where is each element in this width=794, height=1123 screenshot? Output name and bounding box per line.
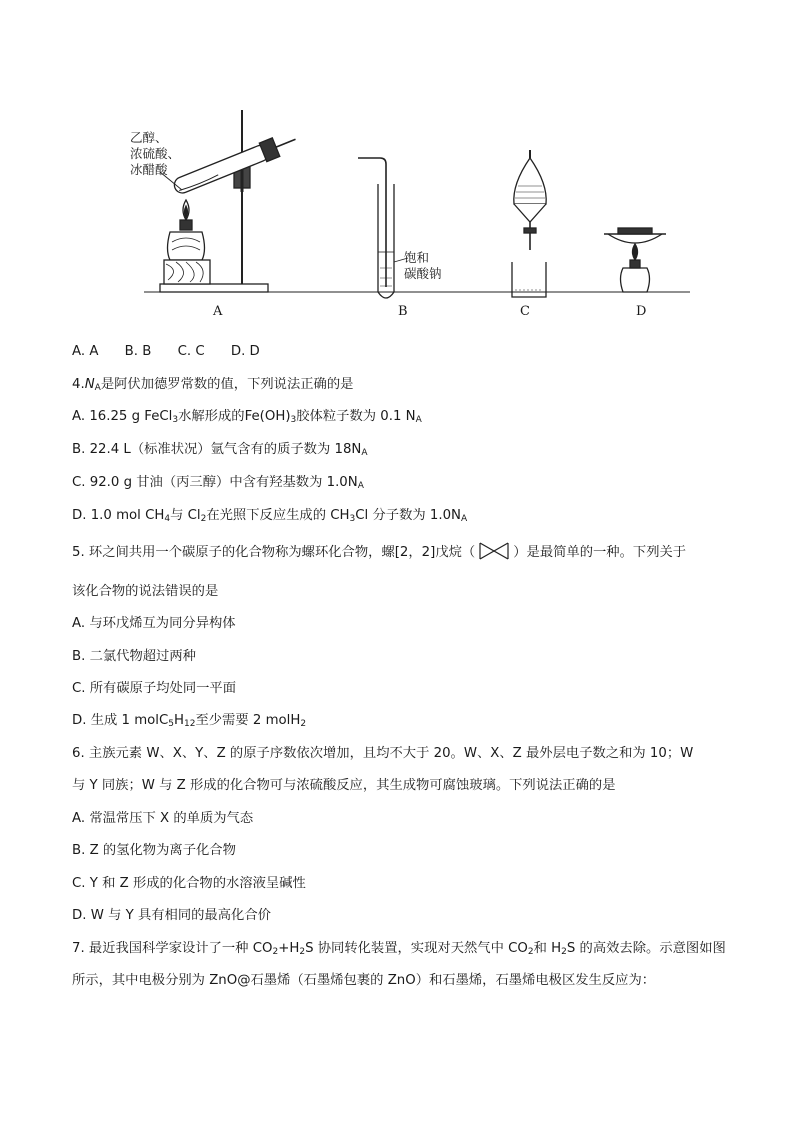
q5-option-c: C. 所有碳原子均处同一平面 [72,681,237,696]
q7-stem-line2: 所示，其中电极分别为 ZnO@石墨烯（石墨烯包裹的 ZnO）和石墨烯，石墨烯电极区发生反应为： [72,973,656,988]
evaporating-dish [608,234,662,243]
caption-c: C [520,304,530,319]
q4-stem: $4.N_A$是阿伏加德罗常数的值，下列说法正确的是 [72,377,354,393]
q5-option-d: D. 生成 1 $molC_5H_{12}$至少需要 2 molH$_2$ [72,713,307,729]
stand-base [160,284,268,292]
q7-stem-line1: 7. 最近我国科学家设计了一种 $CO_2+H_2S$ 协同转化装置，实现对天然气中 $CO_2$和 $H_2S$ 的高效去除。示意图如图 [72,941,726,957]
q6-stem-line2: 与 Y 同族；W 与 Z 形成的化合物可与浓硫酸反应，其生成物可腐蚀玻璃。下列说法正确的是 [72,778,616,793]
label-a [130,130,180,178]
q6-option-b: B. Z 的氢化物为离子化合物 [72,843,236,858]
spiropentane-structure-icon [477,541,511,561]
label-a-line: 浓硫酸、 [130,146,181,161]
label-b-line: 碳酸钠 [404,266,442,281]
q5-stem-line1: 5. 环之间共用一个碳原子的化合物称为螺环化合物，螺[2，2]戊烷（ ）是最简单的一种。下列关于 [72,541,686,562]
q5-option-b: B. 二氯代物超过两种 [72,649,196,664]
alcohol-lamp-d [621,268,650,292]
caption-a: A [213,304,223,319]
q3-option: C. C [177,344,205,359]
q3-options [72,343,282,361]
q4-option-b: B. 22.4 L（标准状况）氩气含有的质子数为 $18N_A$ [72,442,368,458]
caption-b: B [398,304,408,319]
q3-option: A. A [72,344,99,359]
caption-d: D [636,304,647,319]
label-a-line: 冰醋酸 [130,162,168,177]
label-a-line: 乙醇、 [130,130,168,145]
separatory-funnel [514,158,546,204]
q4-option-d: D. 1.0 mol $CH_4$与 $Cl_2$在光照下反应生成的 $CH_3Cl$ 分子数为 $1.0N_A$ [72,508,468,524]
q4-option-c: C. 92.0 g 甘油（丙三醇）中含有羟基数为 $1.0N_A$ [72,475,364,491]
q3-option: D. D [230,344,260,359]
q6-option-a: A. 常温常压下 X 的单质为气态 [72,811,254,826]
q3-option: B. B [124,344,152,359]
q5-stem-line2: 该化合物的说法错误的是 [72,584,219,599]
apparatus-drawing [120,92,690,324]
apparatus-figure [120,92,690,324]
label-b-line: 饱和 [404,250,430,265]
q5-option-a: A. 与环戊烯互为同分异构体 [72,616,236,631]
q4-option-a: A. 16.25 g FeCl$_3$水解形成的$Fe(OH)_3$胶体粒子数为 0.1 $N_A$ [72,409,422,425]
q6-option-d: D. W 与 Y 具有相同的最高化合价 [72,908,271,923]
q6-stem-line1: 6. 主族元素 W、X、Y、Z 的原子序数依次增加，且均不大于 20。W、X、Z 最外层电子数之和为 10；W [72,746,694,761]
label-b [404,250,442,282]
q6-option-c: C. Y 和 Z 形成的化合物的水溶液呈碱性 [72,876,306,891]
